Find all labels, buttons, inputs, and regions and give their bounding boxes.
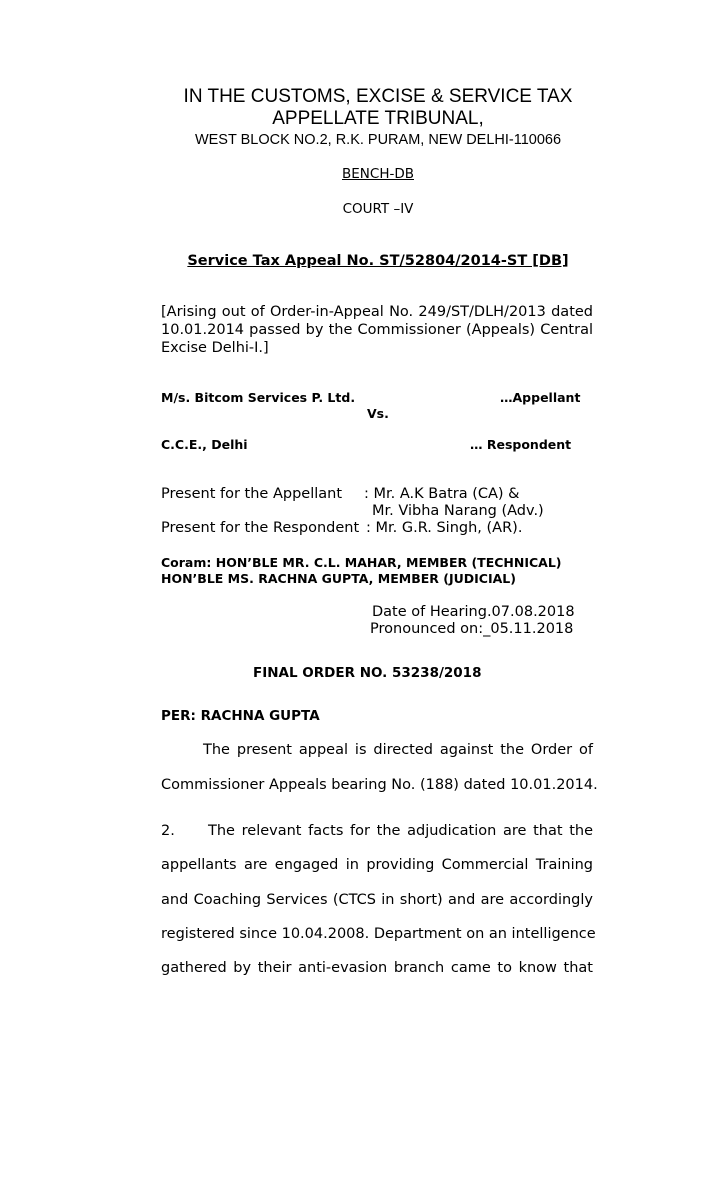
date-of-hearing: Date of Hearing.07.08.2018 (372, 604, 575, 620)
versus-label: Vs. (367, 406, 389, 421)
appellant-role: …Appellant (500, 390, 581, 405)
para2-line-1: The relevant facts for the adjudication are that the (208, 823, 593, 839)
per-author: PER: RACHNA GUPTA (161, 708, 320, 724)
present-appellant-counsel-2: Mr. Vibha Narang (Adv.) (372, 503, 544, 519)
present-appellant-counsel-1: : Mr. A.K Batra (CA) & (364, 486, 520, 502)
final-order-number: FINAL ORDER NO. 53238/2018 (253, 665, 482, 681)
pronounced-on: Pronounced on:_05.11.2018 (370, 621, 574, 637)
bench-label: BENCH-DB (342, 166, 414, 182)
tribunal-name-line1: IN THE CUSTOMS, EXCISE & SERVICE TAX (183, 86, 573, 107)
para2-line-4: registered since 10.04.2008. Department on an intelligence (161, 926, 596, 942)
present-appellant-label: Present for the Appellant (161, 486, 343, 502)
appellant-name: M/s. Bitcom Services P. Ltd. (161, 390, 356, 405)
present-respondent-counsel: : Mr. G.R. Singh, (AR). (366, 520, 523, 536)
arising-line-1: [Arising out of Order-in-Appeal No. 249/ST/DLH/2013 dated (161, 304, 593, 320)
para2-line-5: gathered by their anti-evasion branch came to know that (161, 960, 593, 976)
court-label: COURT –IV (342, 201, 414, 217)
coram-line-1: Coram: HON’BLE MR. C.L. MAHAR, MEMBER (TECHNICAL) (161, 555, 562, 570)
appeal-title: Service Tax Appeal No. ST/52804/2014-ST [DB] (187, 253, 569, 269)
coram-line-2: HON’BLE MS. RACHNA GUPTA, MEMBER (JUDICIAL) (161, 571, 516, 586)
present-respondent-label: Present for the Respondent (161, 520, 360, 536)
tribunal-address: WEST BLOCK NO.2, R.K. PURAM, NEW DELHI-110066 (194, 132, 562, 148)
para2-number: 2. (161, 823, 175, 839)
para2-line-3: and Coaching Services (CTCS in short) and are accordingly (161, 892, 593, 908)
para1-line-1: The present appeal is directed against the Order of (203, 742, 593, 758)
para1-line-2: Commissioner Appeals bearing No. (188) dated 10.01.2014. (161, 777, 598, 793)
respondent-name: C.C.E., Delhi (161, 437, 248, 452)
respondent-role: … Respondent (470, 437, 572, 452)
arising-line-2: 10.01.2014 passed by the Commissioner (Appeals) Central (161, 322, 593, 338)
para2-line-2: appellants are engaged in providing Commercial Training (161, 857, 593, 873)
arising-line-3: Excise Delhi-I.] (161, 340, 269, 356)
tribunal-name-line2: APPELLATE TRIBUNAL, (272, 108, 484, 129)
